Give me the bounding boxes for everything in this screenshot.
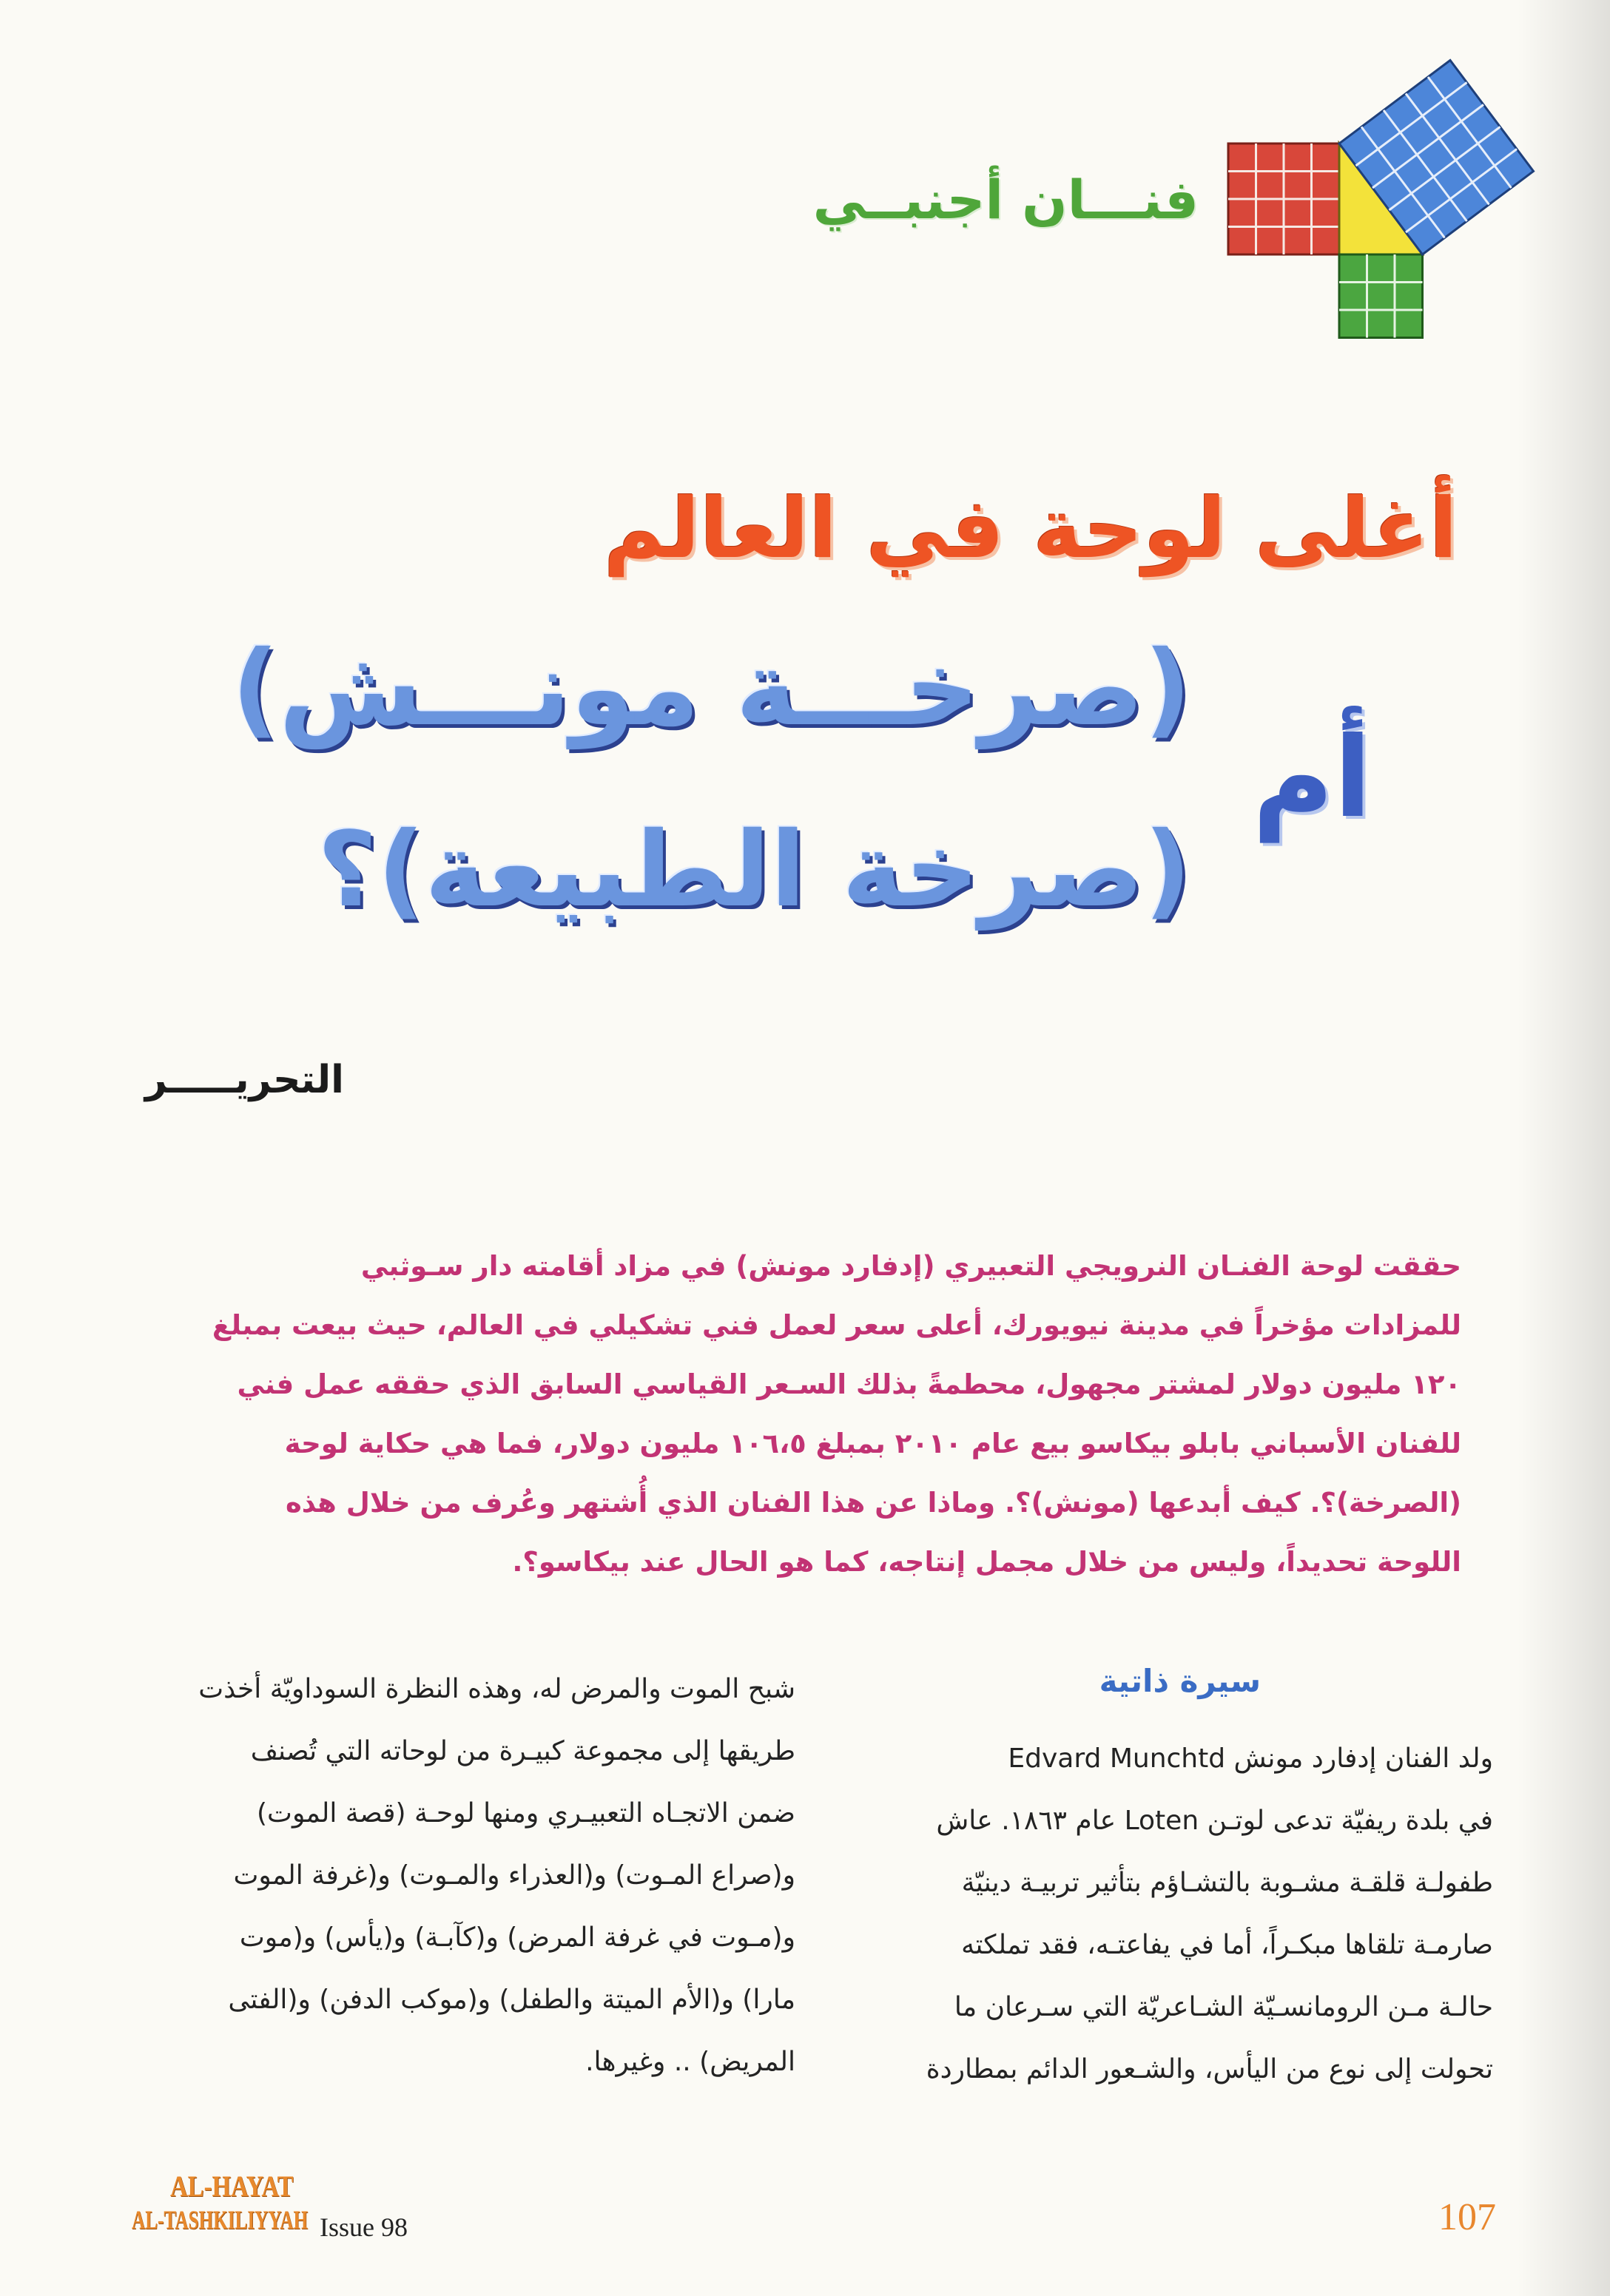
bio-column [842,1728,1493,2101]
body-line: ولد الفنان إدفارد مونش Edvard Munchtd [1008,1743,1493,1774]
intro-line: ١٢٠ مليون دولار لمشتر مجهول، محطمةً بذلك السـعر القياسي السابق الذي حققه عمل فني [237,1368,1461,1400]
body-line: تحولت إلى نوع من اليأس، والشـعور الدائم بمطاردة [926,2054,1493,2084]
issue-label: Issue 98 [320,2212,408,2242]
headline-main: أغلى لوحة في العالم [603,481,1458,577]
page-number: 107 [1438,2196,1496,2238]
headline-option-nature-scream: (صرخة الطبيعة)؟ [317,810,1191,931]
magazine-name-line2: AL-TASHKILIYYAH [132,2205,309,2235]
intro-paragraph [159,1237,1461,1592]
logo-red-square [1228,144,1339,254]
body-line: صارمـة تلقاها مبكـراً، أما في يفاعتـه، فقد تملكته [961,1930,1493,1960]
headline-option-munch-scream: (صرخـــة مونـــش) [232,629,1191,749]
intro-line: اللوحة تحديداً، وليس من خلال مجمل إنتاجه، كما هو الحال عند بيكاسو؟. [512,1546,1461,1578]
section-label: فنـــان أجنبــي [812,169,1199,231]
body-line: ضمن الاتجـاه التعبيـري ومنها لوحـة (قصة الموت) [257,1798,795,1829]
intro-line: للمزادات مؤخراً في مدينة نيويورك، أعلى سعر لعمل فني تشكيلي في العالم، حيث بيعت بمبلغ [212,1309,1461,1341]
body-line: طريقها إلى مجموعة كبيـرة من لوحاته التي تُصنف [250,1736,795,1766]
pythagoras-squares-icon [1213,44,1554,355]
body-line: في بلدة ريفيّة تدعى لوتـن Loten عام ١٨٦٣. عاش [936,1806,1493,1836]
byline: التحريـــــر [144,1058,344,1102]
body-line: و(صراع المـوت) و(العذراء والمـوت) و(غرفة الموت [233,1860,795,1891]
continuation-column [132,1658,795,2093]
body-line: المريض) .. وغيرها. [585,2047,795,2077]
logo-green-square [1339,254,1423,338]
magazine-name-line1: AL-HAYAT [170,2170,294,2203]
body-line: و(مـوت في غرفة المرض) و(كآبـة) و(يأس) و(موت [239,1922,795,1953]
intro-line: للفنان الأسباني بابلو بيكاسو بيع عام ٢٠١٠ بمبلغ ١٠٦،٥ مليون دولار، فما هي حكاية لوحة [284,1428,1461,1459]
intro-line: (الصرخة)؟. كيف أبدعها (مونش)؟. وماذا عن هذا الفنان الذي أُشتهر وعُرف من خلال هذه [285,1487,1461,1519]
body-line: حالـة مـن الرومانسـيّة الشـاعريّة التي سـرعان ما [954,1992,1493,2022]
magazine-logo [132,2169,317,2250]
headline-connector: أم [1252,714,1372,843]
bio-heading: سيرة ذاتية [1099,1663,1261,1699]
body-line: شبح الموت والمرض له، وهذه النظرة السوداويّة أخذت [198,1674,795,1704]
body-line: مارا) و(الأم الميتة والطفل) و(موكب الدفن) و(الفتى [228,1985,795,2015]
intro-line: حققت لوحة الفنـان النرويجي التعبيري (إدفارد مونش) في مزاد أقامته دار سـوثبي [360,1250,1461,1282]
body-line: طفولـة قلقـة مشـوبة بالتشـاؤم بتأثير تربيـة دينيّة [961,1868,1493,1898]
